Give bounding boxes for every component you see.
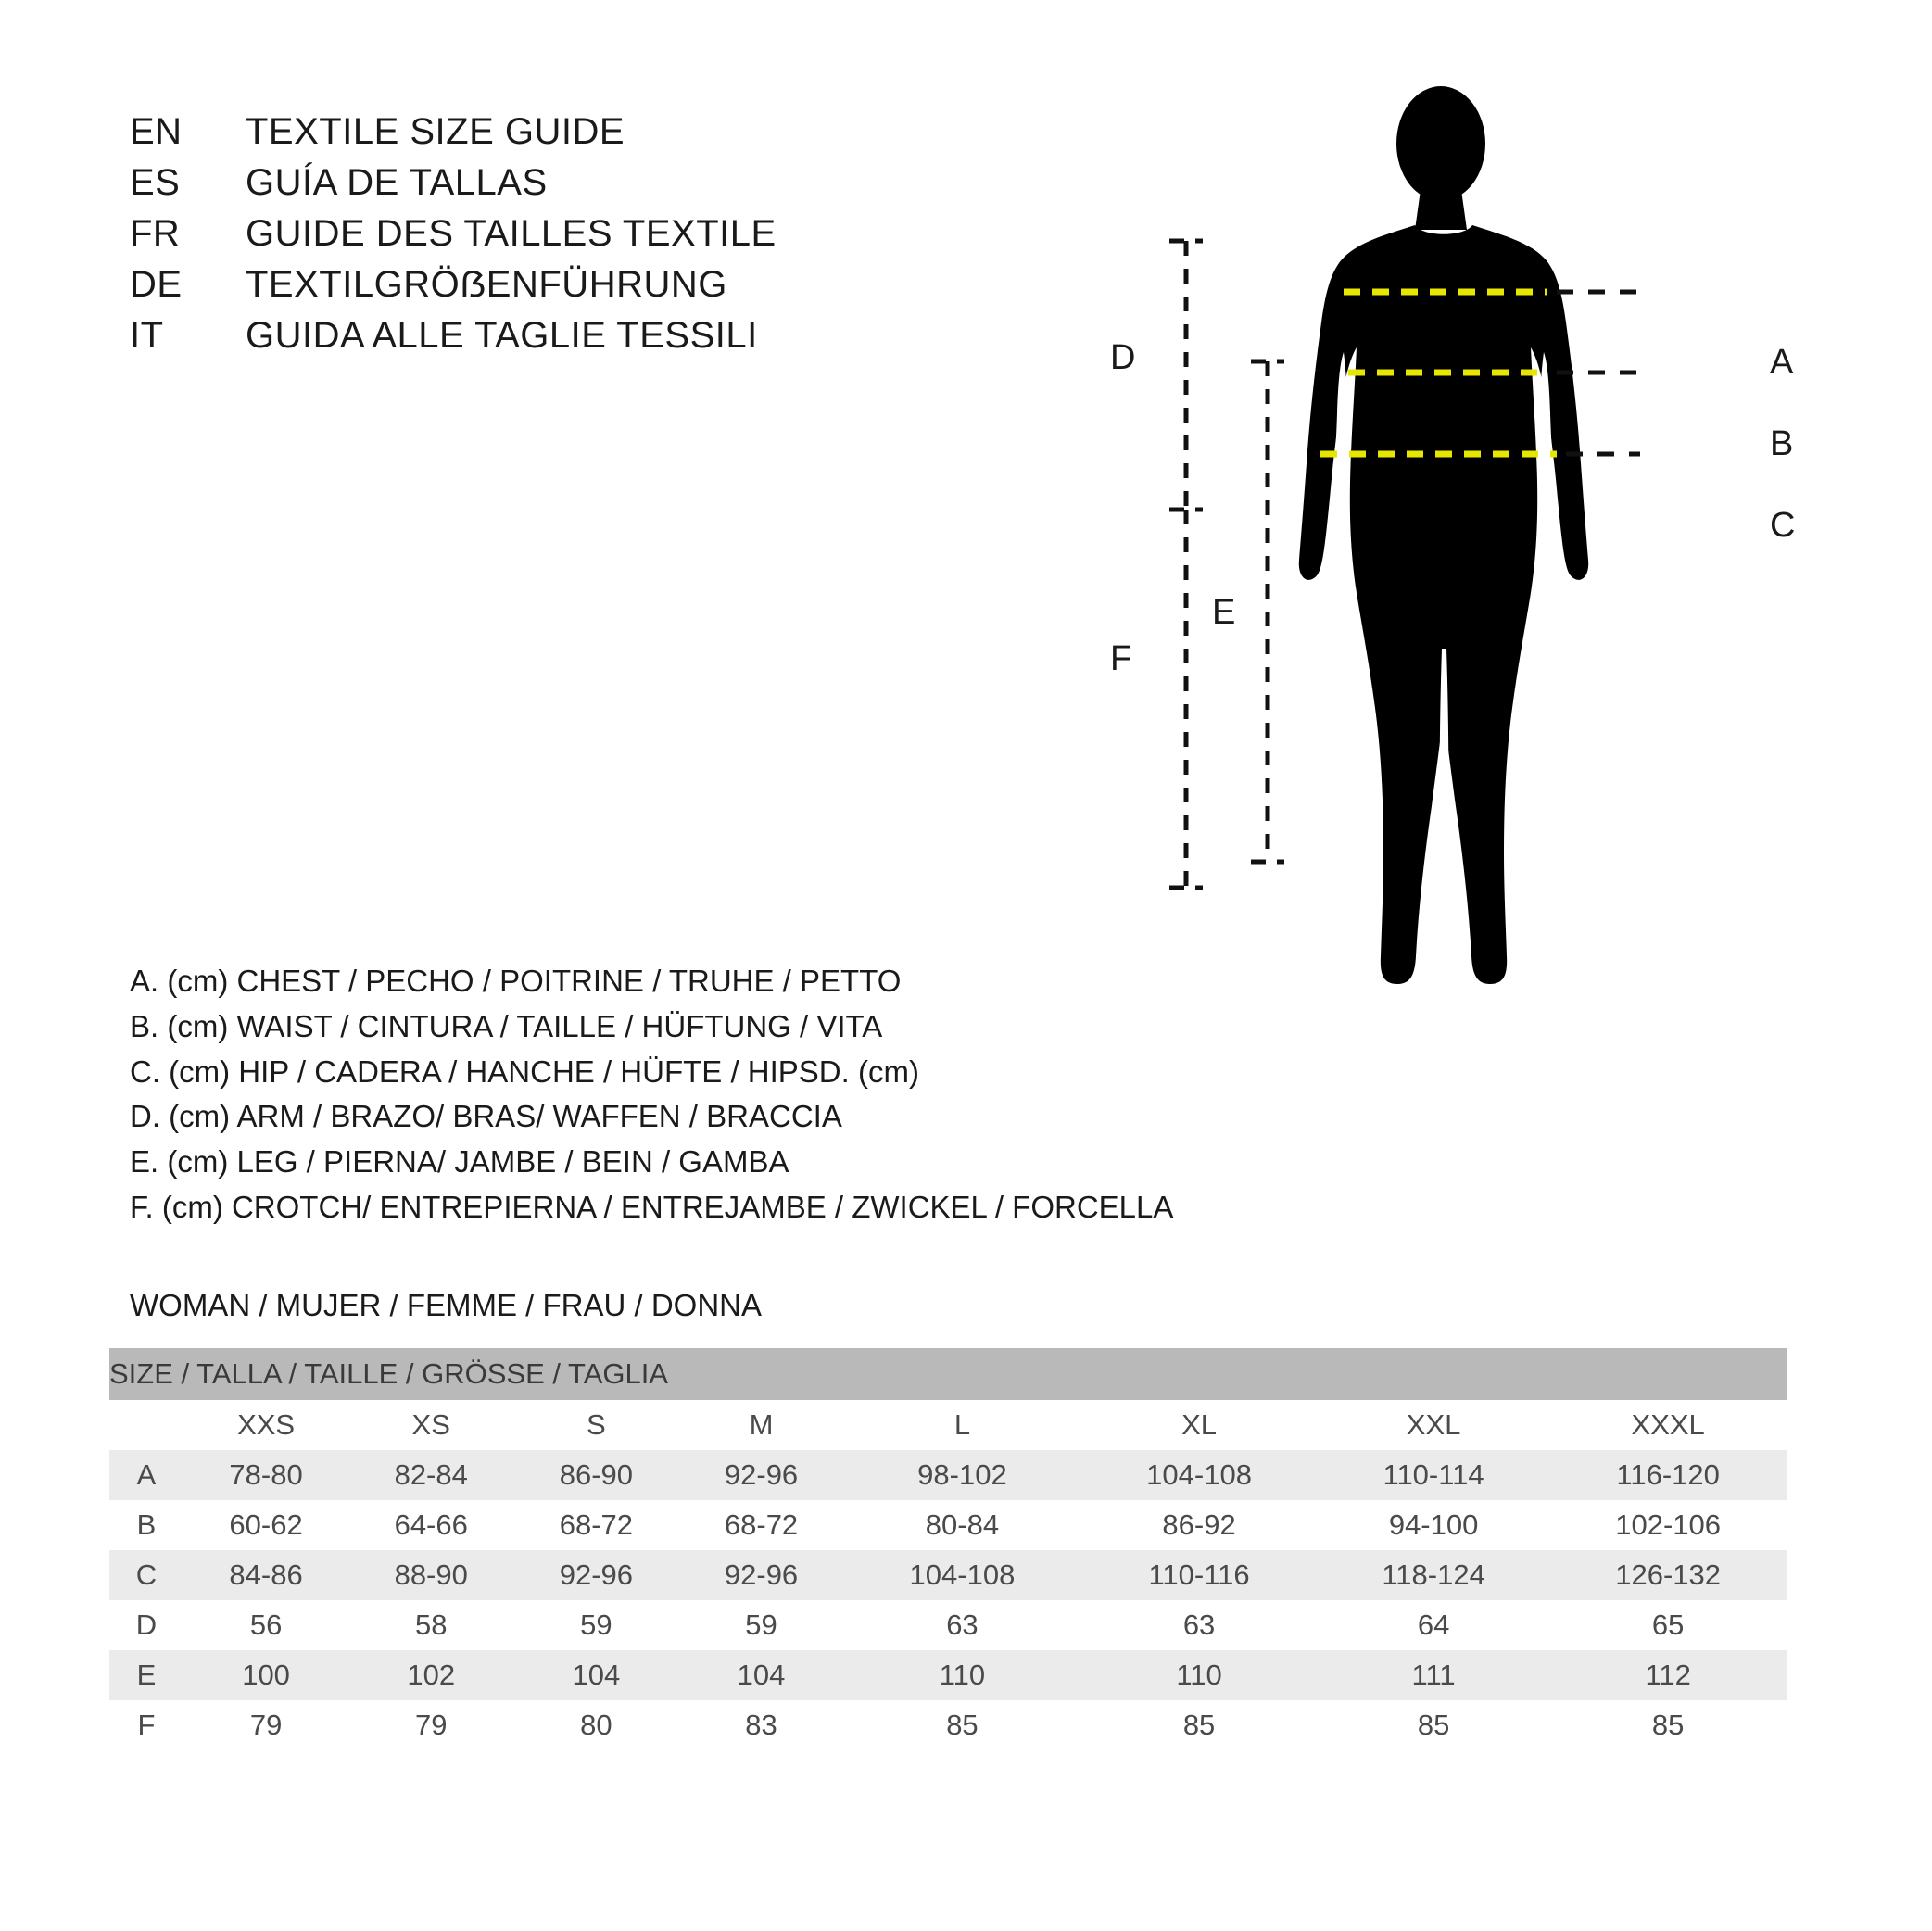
legend-block bbox=[130, 959, 1288, 1231]
column-header-xs: XS bbox=[348, 1400, 513, 1450]
cell-e-xl: 110 bbox=[1080, 1650, 1318, 1700]
cell-e-xxxl: 112 bbox=[1549, 1650, 1787, 1700]
marker-label-b: B bbox=[1770, 424, 1794, 463]
title-row bbox=[130, 315, 964, 357]
cell-f-xxl: 85 bbox=[1318, 1700, 1549, 1750]
table-row bbox=[109, 1600, 1787, 1650]
marker-label-f: F bbox=[1110, 639, 1132, 678]
cell-c-s: 92-96 bbox=[513, 1550, 678, 1600]
row-label-a: A bbox=[109, 1450, 183, 1500]
cell-a-xs: 82-84 bbox=[348, 1450, 513, 1500]
title-lang-fr: FR bbox=[130, 213, 181, 254]
cell-d-xxs: 56 bbox=[183, 1600, 348, 1650]
cell-c-xs: 88-90 bbox=[348, 1550, 513, 1600]
table-row bbox=[109, 1700, 1787, 1750]
cell-d-xl: 63 bbox=[1080, 1600, 1318, 1650]
cell-a-s: 86-90 bbox=[513, 1450, 678, 1500]
cell-b-m: 68-72 bbox=[678, 1500, 843, 1550]
legend-line-e: E. (cm) LEG / PIERNA/ JAMBE / BEIN / GAMBA bbox=[130, 1144, 789, 1180]
column-header-xl: XL bbox=[1080, 1400, 1318, 1450]
table-column-row bbox=[109, 1400, 1787, 1450]
cell-c-xxs: 84-86 bbox=[183, 1550, 348, 1600]
legend-line-c: C. (cm) HIP / CADERA / HANCHE / HÜFTE / HIPSD. (cm) bbox=[130, 1054, 919, 1089]
title-text-es: GUÍA DE TALLAS bbox=[246, 162, 548, 203]
legend-line-d: D. (cm) ARM / BRAZO/ BRAS/ WAFFEN / BRACCIA bbox=[130, 1099, 842, 1134]
cell-e-xxs: 100 bbox=[183, 1650, 348, 1700]
row-label-e: E bbox=[109, 1650, 183, 1700]
table-header-label: SIZE / TALLA / TAILLE / GRÖSSE / TAGLIA bbox=[109, 1348, 1787, 1400]
cell-d-l: 63 bbox=[844, 1600, 1081, 1650]
marker-label-d: D bbox=[1110, 338, 1136, 377]
size-table bbox=[109, 1348, 1787, 1750]
cell-b-xxxl: 102-106 bbox=[1549, 1500, 1787, 1550]
cell-b-xxs: 60-62 bbox=[183, 1500, 348, 1550]
title-row bbox=[130, 213, 964, 255]
title-row bbox=[130, 264, 964, 306]
cell-e-m: 104 bbox=[678, 1650, 843, 1700]
cell-c-m: 92-96 bbox=[678, 1550, 843, 1600]
cell-b-l: 80-84 bbox=[844, 1500, 1081, 1550]
table-row bbox=[109, 1550, 1787, 1600]
column-corner-cell bbox=[109, 1400, 183, 1450]
cell-a-m: 92-96 bbox=[678, 1450, 843, 1500]
title-row bbox=[130, 162, 964, 204]
cell-c-xxl: 118-124 bbox=[1318, 1550, 1549, 1600]
cell-b-xl: 86-92 bbox=[1080, 1500, 1318, 1550]
table-row bbox=[109, 1500, 1787, 1550]
cell-f-xxxl: 85 bbox=[1549, 1700, 1787, 1750]
column-header-l: L bbox=[844, 1400, 1081, 1450]
cell-c-xxxl: 126-132 bbox=[1549, 1550, 1787, 1600]
title-row bbox=[130, 111, 964, 153]
column-header-m: M bbox=[678, 1400, 843, 1450]
cell-e-xxl: 111 bbox=[1318, 1650, 1549, 1700]
cell-d-xs: 58 bbox=[348, 1600, 513, 1650]
cell-a-xl: 104-108 bbox=[1080, 1450, 1318, 1500]
legend-line-f: F. (cm) CROTCH/ ENTREPIERNA / ENTREJAMBE / ZWICKEL / FORCELLA bbox=[130, 1190, 1174, 1225]
column-header-s: S bbox=[513, 1400, 678, 1450]
cell-f-m: 83 bbox=[678, 1700, 843, 1750]
title-lang-de: DE bbox=[130, 264, 183, 305]
column-header-xxs: XXS bbox=[183, 1400, 348, 1450]
cell-c-l: 104-108 bbox=[844, 1550, 1081, 1600]
cell-f-xxs: 79 bbox=[183, 1700, 348, 1750]
group-title: WOMAN / MUJER / FEMME / FRAU / DONNA bbox=[130, 1288, 762, 1322]
marker-label-e: E bbox=[1212, 593, 1236, 632]
cell-a-xxs: 78-80 bbox=[183, 1450, 348, 1500]
cell-d-xxxl: 65 bbox=[1549, 1600, 1787, 1650]
title-text-de: TEXTILGRÖẞENFÜHRUNG bbox=[246, 264, 727, 305]
title-text-en: TEXTILE SIZE GUIDE bbox=[246, 111, 625, 152]
woman-silhouette-icon bbox=[1299, 86, 1588, 984]
table-row bbox=[109, 1650, 1787, 1700]
row-label-c: C bbox=[109, 1550, 183, 1600]
cell-f-xl: 85 bbox=[1080, 1700, 1318, 1750]
cell-d-xxl: 64 bbox=[1318, 1600, 1549, 1650]
cell-e-l: 110 bbox=[844, 1650, 1081, 1700]
legend-line-a: A. (cm) CHEST / PECHO / POITRINE / TRUHE / PETTO bbox=[130, 964, 902, 998]
cell-f-s: 80 bbox=[513, 1700, 678, 1750]
marker-label-c: C bbox=[1770, 506, 1796, 545]
cell-e-s: 104 bbox=[513, 1650, 678, 1700]
cell-d-m: 59 bbox=[678, 1600, 843, 1650]
title-text-it: GUIDA ALLE TAGLIE TESSILI bbox=[246, 315, 758, 356]
cell-b-s: 68-72 bbox=[513, 1500, 678, 1550]
cell-b-xs: 64-66 bbox=[348, 1500, 513, 1550]
title-lang-es: ES bbox=[130, 162, 181, 203]
cell-f-l: 85 bbox=[844, 1700, 1081, 1750]
row-label-b: B bbox=[109, 1500, 183, 1550]
cell-a-xxl: 110-114 bbox=[1318, 1450, 1549, 1500]
cell-a-l: 98-102 bbox=[844, 1450, 1081, 1500]
column-header-xxl: XXL bbox=[1318, 1400, 1549, 1450]
row-label-d: D bbox=[109, 1600, 183, 1650]
table-header-row bbox=[109, 1348, 1787, 1400]
title-lang-en: EN bbox=[130, 111, 183, 152]
title-lang-it: IT bbox=[130, 315, 164, 356]
cell-c-xl: 110-116 bbox=[1080, 1550, 1318, 1600]
title-text-fr: GUIDE DES TAILLES TEXTILE bbox=[246, 213, 777, 254]
cell-a-xxxl: 116-120 bbox=[1549, 1450, 1787, 1500]
column-header-xxxl: XXXL bbox=[1549, 1400, 1787, 1450]
title-block bbox=[130, 111, 964, 366]
cell-d-s: 59 bbox=[513, 1600, 678, 1650]
row-label-f: F bbox=[109, 1700, 183, 1750]
cell-b-xxl: 94-100 bbox=[1318, 1500, 1549, 1550]
cell-e-xs: 102 bbox=[348, 1650, 513, 1700]
marker-label-a: A bbox=[1770, 343, 1794, 382]
cell-f-xs: 79 bbox=[348, 1700, 513, 1750]
legend-line-b: B. (cm) WAIST / CINTURA / TAILLE / HÜFTUNG / VITA bbox=[130, 1008, 883, 1043]
table-row bbox=[109, 1450, 1787, 1500]
